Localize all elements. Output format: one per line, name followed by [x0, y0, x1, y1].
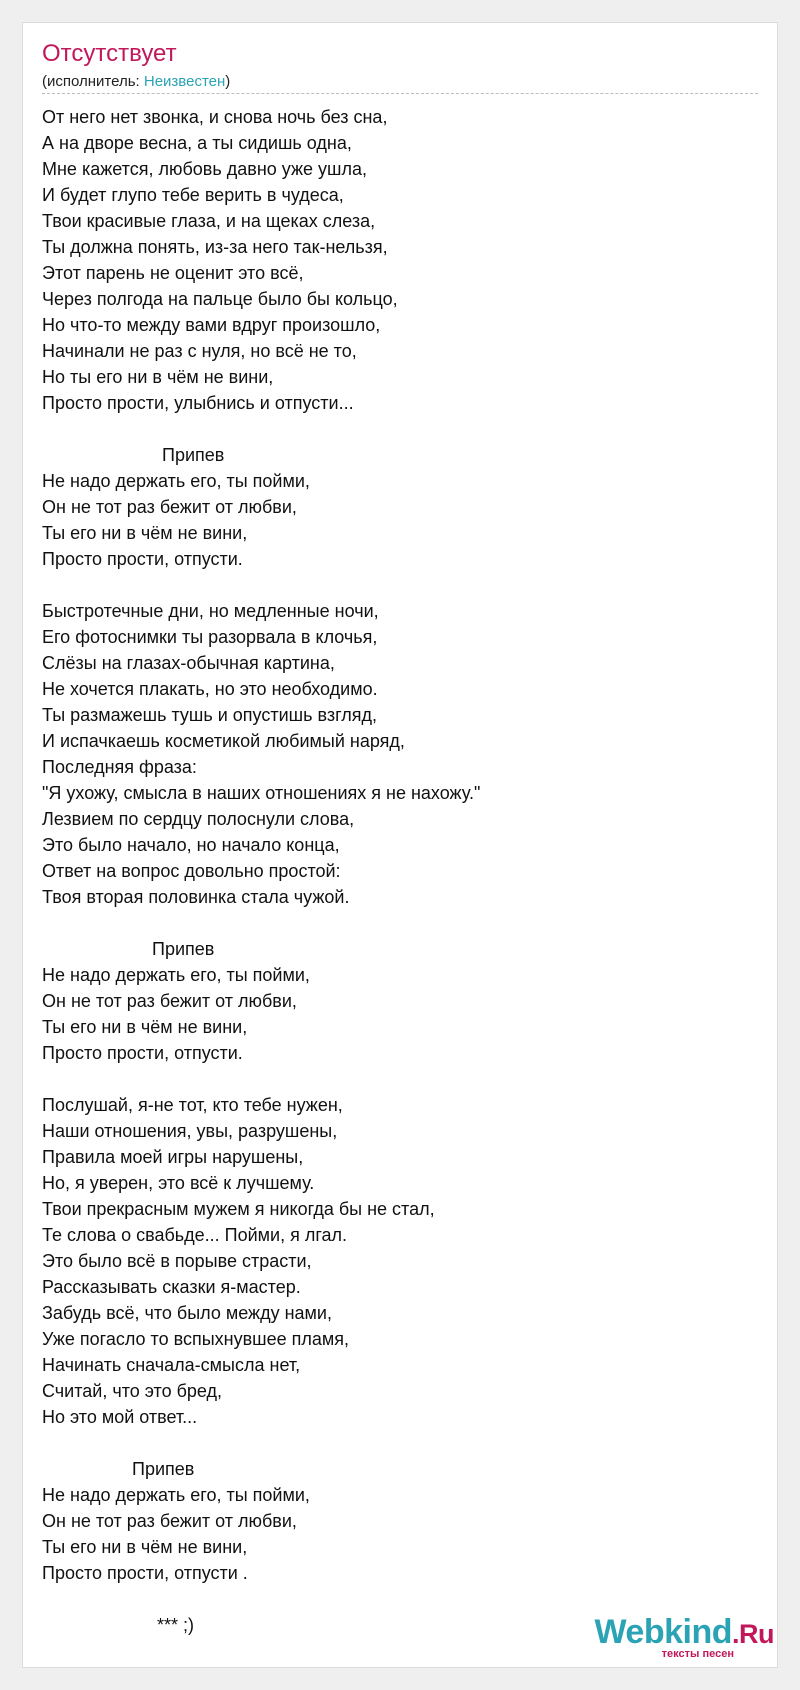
lyric-line: Но что-то между вами вдруг произошло, [42, 315, 381, 335]
stanza-break [42, 1586, 742, 1612]
lyric-line: Те слова о свабьде... Пойми, я лгал. [42, 1225, 348, 1245]
stanza-break [42, 910, 742, 936]
lyric-line: Забудь всё, что было между нами, [42, 1303, 332, 1323]
lyric-line: И будет глупо тебе верить в чудеса, [42, 185, 344, 205]
lyric-line: Наши отношения, увы, разрушены, [42, 1121, 338, 1141]
lyric-line: И испачкаешь косметикой любимый наряд, [42, 731, 405, 751]
lyric-line: Ты его ни в чём не вини, [42, 523, 248, 543]
lyric-line: Начинали не раз с нуля, но всё не то, [42, 341, 357, 361]
chorus-heading: Припев [42, 1459, 195, 1479]
lyric-line: Не хочется плакать, но это необходимо. [42, 679, 378, 699]
lyric-line: Просто прости, отпусти . [42, 1563, 248, 1583]
lyric-line: Рассказывать сказки я-мастер. [42, 1277, 301, 1297]
lyric-line: Считай, что это бред, [42, 1381, 223, 1401]
stanza-break [42, 572, 742, 598]
chorus-heading: Припев [42, 939, 215, 959]
lyric-line: Но ты его ни в чём не вини, [42, 367, 274, 387]
lyric-line: Это было начало, но начало конца, [42, 835, 340, 855]
lyric-line: Не надо держать его, ты пойми, [42, 965, 310, 985]
stanza-break [42, 1066, 742, 1092]
lyric-line: Послушай, я-не тот, кто тебе нужен, [42, 1095, 343, 1115]
lyric-line: Твои красивые глаза, и на щеках слеза, [42, 211, 376, 231]
logo-name: Webkind [594, 1613, 732, 1651]
lyric-line: Слёзы на глазах-обычная картина, [42, 653, 335, 673]
chorus-heading: Припев [42, 445, 225, 465]
logo-tagline: тексты песен [661, 1648, 734, 1660]
lyrics-text [42, 104, 742, 1638]
artist-byline [42, 72, 230, 92]
lyric-line: Не надо держать его, ты пойми, [42, 1485, 310, 1505]
lyric-line: Его фотоснимки ты разорвала в клочья, [42, 627, 378, 647]
lyric-line: Не надо держать его, ты пойми, [42, 471, 310, 491]
lyric-line: Уже погасло то вспыхнувшее пламя, [42, 1329, 349, 1349]
stanza-break [42, 1430, 742, 1456]
lyric-line: Лезвием по сердцу полоснули слова, [42, 809, 355, 829]
byline-suffix: ) [225, 73, 231, 90]
artist-link[interactable]: Неизвестен [143, 73, 226, 90]
lyric-line: Но это мой ответ... [42, 1407, 198, 1427]
lyric-line: Ты его ни в чём не вини, [42, 1537, 248, 1557]
lyric-line: *** ;) [42, 1615, 195, 1635]
lyric-line: Правила моей игры нарушены, [42, 1147, 304, 1167]
lyric-line: Мне кажется, любовь давно уже ушла, [42, 159, 367, 179]
lyric-line: Ты размажешь тушь и опустишь взгляд, [42, 705, 378, 725]
byline-prefix: (исполнитель: [42, 73, 144, 90]
lyric-line: А на дворе весна, а ты сидишь одна, [42, 133, 352, 153]
lyric-line: Этот парень не оценит это всё, [42, 263, 304, 283]
lyric-line: От него нет звонка, и снова ночь без сна, [42, 107, 388, 127]
lyric-line: Быстротечные дни, но медленные ночи, [42, 601, 379, 621]
lyric-line: Просто прости, улыбнись и отпусти... [42, 393, 354, 413]
lyric-line: Ты его ни в чём не вини, [42, 1017, 248, 1037]
lyric-line: Твои прекрасным мужем я никогда бы не стал, [42, 1199, 435, 1219]
lyric-line: Начинать сначала-смысла нет, [42, 1355, 301, 1375]
lyric-line: Он не тот раз бежит от любви, [42, 991, 297, 1011]
lyric-line: Твоя вторая половинка стала чужой. [42, 887, 350, 907]
logo-tld: .Ru [732, 1619, 774, 1649]
lyric-line: Просто прости, отпусти. [42, 1043, 243, 1063]
title-divider [42, 93, 758, 94]
lyric-line: Но, я уверен, это всё к лучшему. [42, 1173, 315, 1193]
song-title: Отсутствует [42, 40, 177, 67]
lyric-line: Это было всё в порыве страсти, [42, 1251, 312, 1271]
lyric-line: Просто прости, отпусти. [42, 549, 243, 569]
stanza-break [42, 416, 742, 442]
lyric-line: Ты должна понять, из-за него так-нельзя, [42, 237, 388, 257]
lyric-line: Последняя фраза: [42, 757, 197, 777]
lyric-line: Через полгода на пальце было бы кольцо, [42, 289, 398, 309]
site-logo[interactable] [574, 1612, 774, 1664]
lyric-line: Он не тот раз бежит от любви, [42, 1511, 297, 1531]
lyric-line: "Я ухожу, смысла в наших отношениях я не нахожу." [42, 783, 481, 803]
lyric-line: Ответ на вопрос довольно простой: [42, 861, 341, 881]
lyric-line: Он не тот раз бежит от любви, [42, 497, 297, 517]
